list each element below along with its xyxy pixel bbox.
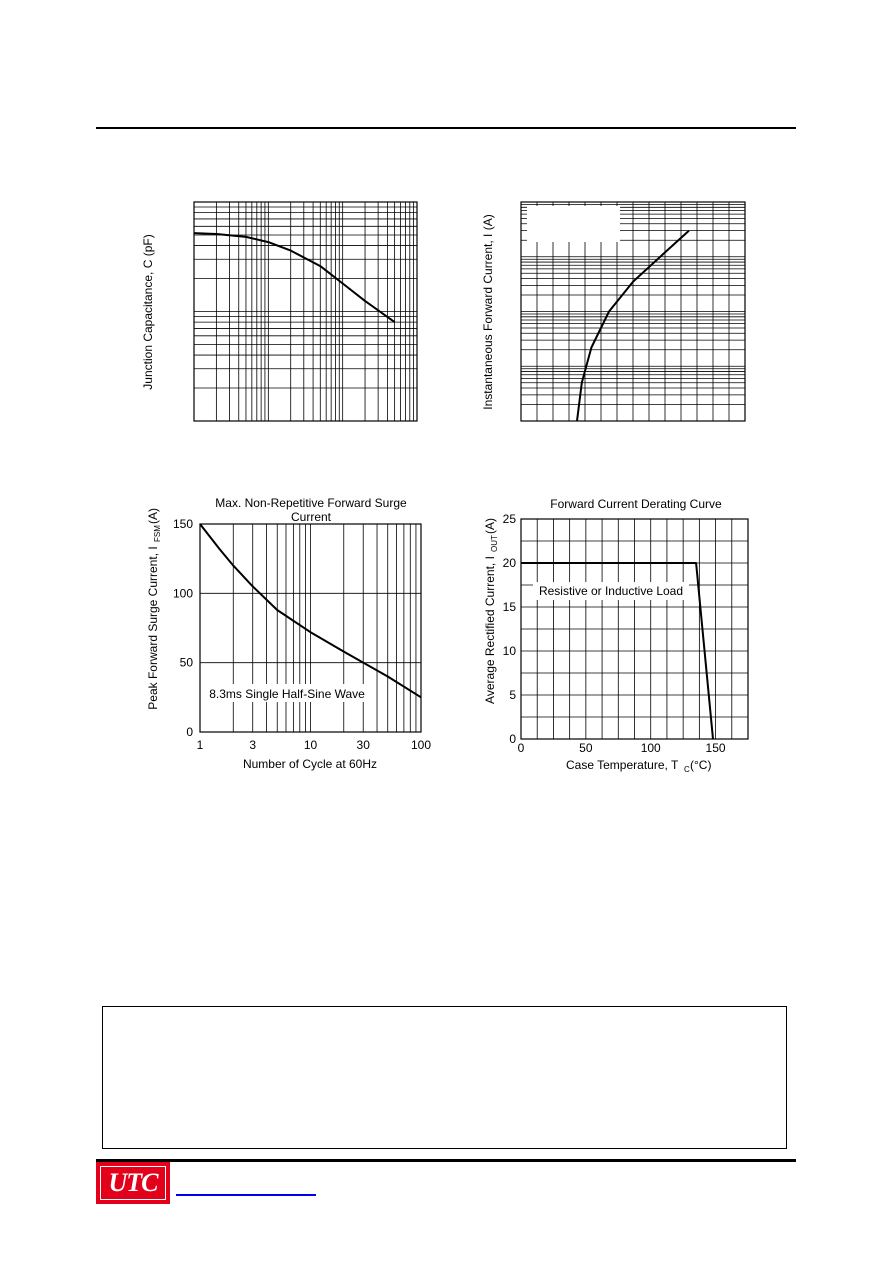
y-tick-label: 150: [172, 517, 193, 531]
chart-junction-capacitance: [141, 202, 417, 421]
legend-box: [527, 206, 620, 242]
annotation-text: 8.3ms Single Half-Sine Wave: [209, 687, 365, 701]
y-axis-label: Instantaneous Forward Current, I (A): [481, 214, 495, 410]
y-tick-label: 50: [179, 655, 193, 670]
y-axis-label: Peak Forward Surge Current, I: [146, 546, 160, 710]
chart-title: Forward Current Derating Curve: [550, 497, 722, 511]
y-tick-label: 100: [172, 586, 193, 601]
x-tick-label: 10: [303, 738, 318, 752]
y-tick-label: 5: [509, 688, 516, 702]
x-tick-label: 100: [410, 738, 432, 752]
chart-surge-current: [146, 496, 431, 771]
x-axis-label: Number of Cycle at 60Hz: [242, 757, 378, 771]
x-tick-label: 3: [249, 738, 257, 752]
x-tick-label: 1: [196, 738, 204, 752]
x-axis-label-unit: (°C): [690, 758, 712, 772]
y-axis-label-unit: (A): [483, 518, 497, 534]
y-tick-label: 0: [186, 725, 193, 739]
website-link[interactable]: [176, 1194, 316, 1196]
y-axis-label-unit: (A): [146, 508, 160, 524]
x-axis-label-sub: C: [684, 765, 690, 774]
x-tick-label: 30: [356, 738, 370, 752]
x-tick-label: 0: [517, 741, 525, 755]
logo-text: UTC: [108, 1168, 158, 1197]
y-axis-label: Average Rectified Current, I: [483, 556, 497, 704]
y-tick-label: 0: [509, 732, 516, 746]
chart-derating-curve: [483, 497, 748, 774]
chart-forward-characteristics: [481, 202, 745, 421]
y-axis-label: Junction Capacitance, C (pF): [141, 234, 155, 390]
y-axis-label-sub: FSM: [153, 525, 162, 542]
capacitance-curve: [194, 233, 395, 322]
annotation-text: Resistive or Inductive Load: [538, 584, 684, 598]
x-tick-label: 150: [705, 741, 726, 755]
chart-title-line-2: Current: [290, 510, 332, 524]
y-axis-label-sub: OUT: [490, 535, 499, 552]
notice-box: [102, 1006, 787, 1149]
y-tick-label: 25: [502, 512, 516, 526]
x-axis-label: Case Temperature, T: [566, 758, 679, 772]
utc-logo: [96, 1162, 170, 1204]
x-tick-label: 100: [640, 741, 661, 755]
x-tick-label: 50: [579, 741, 593, 755]
footer-rule: [96, 1159, 796, 1162]
chart-title-line-1: Max. Non-Repetitive Forward Surge: [215, 496, 407, 510]
y-tick-label: 20: [502, 556, 516, 570]
y-tick-label: 15: [502, 600, 516, 614]
y-tick-label: 10: [502, 644, 516, 658]
